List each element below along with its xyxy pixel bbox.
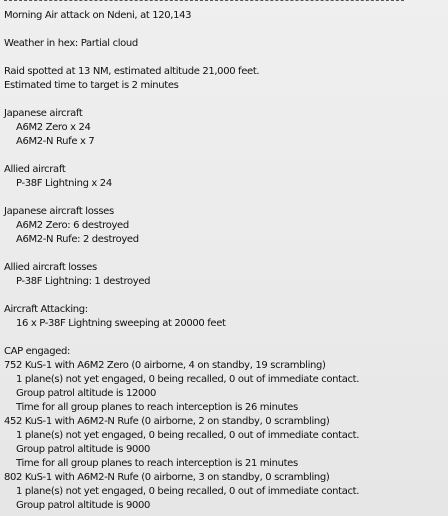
japanese-losses-item: A6M2 Zero: 6 destroyed: [16, 220, 129, 231]
japanese-losses-item: A6M2-N Rufe: 2 destroyed: [16, 234, 139, 245]
raid-spotted-line: Raid spotted at 13 NM, estimated altitude 21,000 feet.: [4, 66, 260, 77]
weather-line: Weather in hex: Partial cloud: [4, 38, 138, 49]
japanese-losses-heading: Japanese aircraft losses: [4, 206, 114, 217]
cap-group-title: 752 KuS-1 with A6M2 Zero (0 airborne, 4 on standby, 19 scrambling): [4, 360, 326, 371]
cap-group-status: 1 plane(s) not yet engaged, 0 being recalled, 0 out of immediate contact.: [16, 486, 360, 497]
japanese-aircraft-heading: Japanese aircraft: [4, 108, 83, 119]
cap-group-status: 1 plane(s) not yet engaged, 0 being recalled, 0 out of immediate contact.: [16, 374, 360, 385]
allied-aircraft-heading: Allied aircraft: [4, 164, 66, 175]
aircraft-attacking-heading: Aircraft Attacking:: [4, 304, 88, 315]
cap-group-title: 452 KuS-1 with A6M2-N Rufe (0 airborne, 2 on standby, 0 scrambling): [4, 416, 330, 427]
top-divider: [4, 0, 404, 5]
report-header: Morning Air attack on Ndeni, at 120,143: [4, 10, 192, 21]
time-to-target-line: Estimated time to target is 2 minutes: [4, 80, 179, 91]
japanese-aircraft-item: A6M2-N Rufe x 7: [16, 136, 95, 147]
cap-group-altitude: Group patrol altitude is 12000: [16, 388, 157, 399]
cap-group-time: Time for all group planes to reach interception is 26 minutes: [16, 402, 298, 413]
cap-group-time: Time for all group planes to reach interception is 21 minutes: [16, 458, 298, 469]
cap-group-title: 802 KuS-1 with A6M2-N Rufe (0 airborne, 3 on standby, 0 scrambling): [4, 472, 330, 483]
aircraft-attacking-item: 16 x P-38F Lightning sweeping at 20000 feet: [16, 318, 226, 329]
cap-group-status: 1 plane(s) not yet engaged, 0 being recalled, 0 out of immediate contact.: [16, 430, 360, 441]
japanese-aircraft-item: A6M2 Zero x 24: [16, 122, 91, 133]
allied-losses-item: P-38F Lightning: 1 destroyed: [16, 276, 151, 287]
allied-aircraft-item: P-38F Lightning x 24: [16, 178, 112, 189]
cap-group-altitude: Group patrol altitude is 9000: [16, 500, 150, 511]
allied-losses-heading: Allied aircraft losses: [4, 262, 97, 273]
cap-engaged-heading: CAP engaged:: [4, 346, 71, 357]
cap-group-altitude: Group patrol altitude is 9000: [16, 444, 150, 455]
